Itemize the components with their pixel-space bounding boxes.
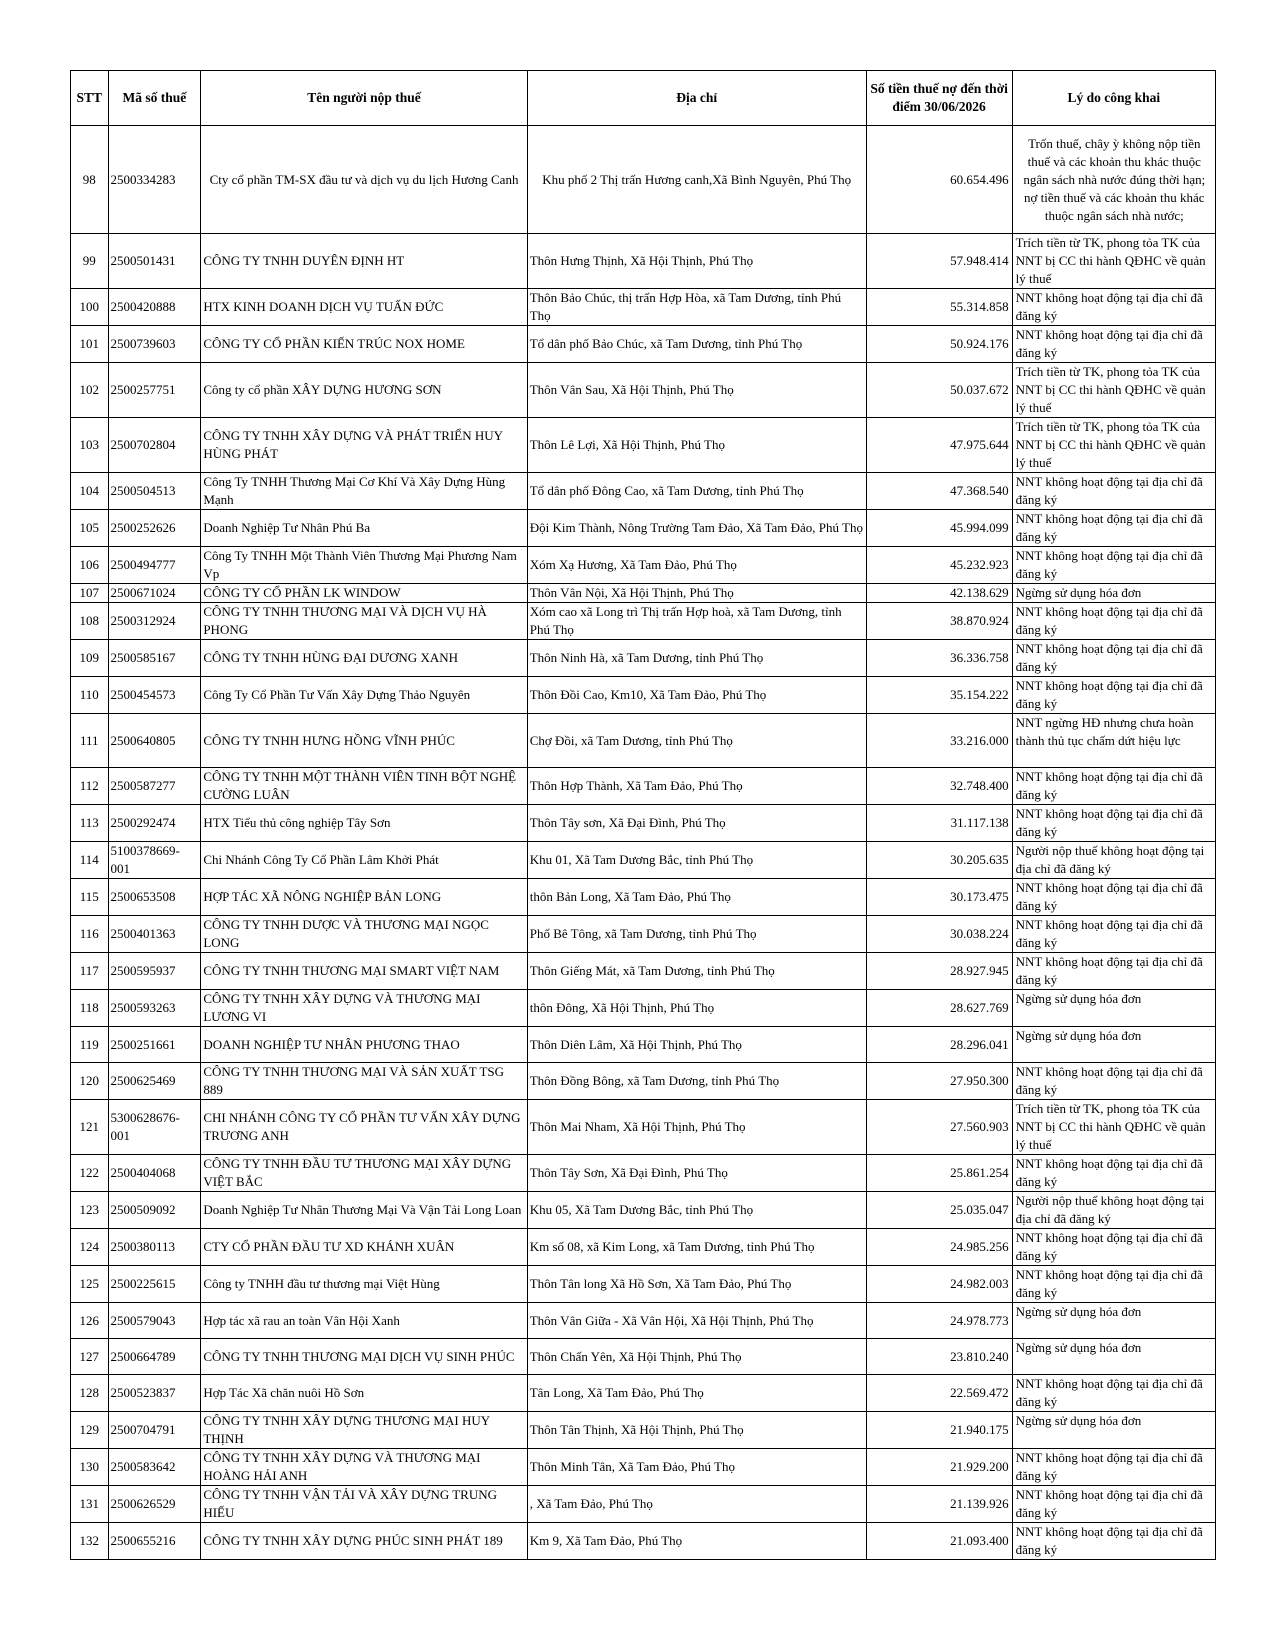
- row-tax-code: 2500252626: [108, 510, 201, 547]
- row-tax-debt-amount: 42.138.629: [866, 584, 1012, 603]
- header-taxpayer-name: Tên người nộp thuế: [201, 71, 527, 126]
- row-address: Thôn Diên Lâm, Xã Hội Thịnh, Phú Thọ: [527, 1027, 866, 1063]
- row-disclosure-reason: Ngừng sử dụng hóa đơn: [1012, 1412, 1215, 1449]
- table-row: [71, 1449, 1216, 1486]
- table-row: [71, 1412, 1216, 1449]
- row-tax-debt-amount: 30.205.635: [866, 842, 1012, 879]
- row-tax-debt-amount: 50.924.176: [866, 326, 1012, 363]
- row-disclosure-reason: NNT không hoạt động tại địa chỉ đã đăng ký: [1012, 603, 1215, 640]
- row-tax-code: 2500626529: [108, 1486, 201, 1523]
- row-taxpayer-name: CÔNG TY TNHH ĐẦU TƯ THƯƠNG MẠI XÂY DỰNG VIỆT BẮC: [201, 1155, 527, 1192]
- row-tax-debt-amount: 35.154.222: [866, 677, 1012, 714]
- row-address: Thôn Ninh Hà, xã Tam Dương, tỉnh Phú Thọ: [527, 640, 866, 677]
- row-stt: 104: [71, 473, 109, 510]
- row-stt: 119: [71, 1027, 109, 1063]
- row-tax-code: 2500292474: [108, 805, 201, 842]
- row-address: Thôn Lê Lợi, Xã Hội Thịnh, Phú Thọ: [527, 418, 866, 473]
- row-address: Km số 08, xã Kim Long, xã Tam Dương, tỉnh Phú Thọ: [527, 1229, 866, 1266]
- row-tax-code: 2500664789: [108, 1339, 201, 1375]
- row-address: Thôn Vân Nội, Xã Hội Thịnh, Phú Thọ: [527, 584, 866, 603]
- row-taxpayer-name: CTY CỔ PHẦN ĐẦU TƯ XD KHÁNH XUÂN: [201, 1229, 527, 1266]
- row-taxpayer-name: Cty cổ phần TM-SX đầu tư và dịch vụ du lịch Hương Canh: [201, 126, 527, 234]
- row-stt: 122: [71, 1155, 109, 1192]
- header-disclosure-reason: Lý do công khai: [1012, 71, 1215, 126]
- row-taxpayer-name: Doanh Nghiệp Tư Nhân Thương Mại Và Vận Tải Long Loan: [201, 1192, 527, 1229]
- table-row: [71, 842, 1216, 879]
- row-tax-debt-amount: 21.139.926: [866, 1486, 1012, 1523]
- row-tax-code: 2500334283: [108, 126, 201, 234]
- row-tax-debt-amount: 55.314.858: [866, 289, 1012, 326]
- row-tax-code: 2500595937: [108, 953, 201, 990]
- row-stt: 109: [71, 640, 109, 677]
- row-disclosure-reason: NNT ngừng HĐ nhưng chưa hoàn thành thủ tục chấm dứt hiệu lực: [1012, 714, 1215, 768]
- row-stt: 116: [71, 916, 109, 953]
- row-stt: 128: [71, 1375, 109, 1412]
- row-taxpayer-name: CHI NHÁNH CÔNG TY CỔ PHẦN TƯ VẤN XÂY DỰNG TRƯƠNG ANH: [201, 1100, 527, 1155]
- row-stt: 126: [71, 1303, 109, 1339]
- table-row: [71, 953, 1216, 990]
- row-disclosure-reason: NNT không hoạt động tại địa chỉ đã đăng ký: [1012, 805, 1215, 842]
- row-stt: 111: [71, 714, 109, 768]
- row-tax-code: 2500501431: [108, 234, 201, 289]
- row-address: Thôn Giếng Mát, xã Tam Dương, tỉnh Phú Thọ: [527, 953, 866, 990]
- row-address: Thôn Tân Thịnh, Xã Hội Thịnh, Phú Thọ: [527, 1412, 866, 1449]
- table-row: [71, 547, 1216, 584]
- row-tax-code: 2500702804: [108, 418, 201, 473]
- table-row: [71, 1229, 1216, 1266]
- row-tax-code: 2500251661: [108, 1027, 201, 1063]
- row-tax-code: 2500401363: [108, 916, 201, 953]
- row-stt: 107: [71, 584, 109, 603]
- table-row: [71, 1063, 1216, 1100]
- row-taxpayer-name: CÔNG TY TNHH HƯNG HỒNG VĨNH PHÚC: [201, 714, 527, 768]
- row-disclosure-reason: Người nộp thuế không hoạt động tại địa chỉ đã đăng ký: [1012, 1192, 1215, 1229]
- row-stt: 131: [71, 1486, 109, 1523]
- table-body: [71, 126, 1216, 1560]
- row-tax-code: 2500420888: [108, 289, 201, 326]
- row-stt: 101: [71, 326, 109, 363]
- row-disclosure-reason: NNT không hoạt động tại địa chỉ đã đăng ký: [1012, 1375, 1215, 1412]
- tax-debt-table: [70, 70, 1216, 1560]
- row-address: Thôn Bảo Chúc, thị trấn Hợp Hòa, xã Tam Dương, tỉnh Phú Thọ: [527, 289, 866, 326]
- row-tax-debt-amount: 45.232.923: [866, 547, 1012, 584]
- row-address: Thôn Đồng Bông, xã Tam Dương, tỉnh Phú Thọ: [527, 1063, 866, 1100]
- row-tax-debt-amount: 36.336.758: [866, 640, 1012, 677]
- row-taxpayer-name: CÔNG TY TNHH VẬN TẢI VÀ XÂY DỰNG TRUNG HIẾU: [201, 1486, 527, 1523]
- row-disclosure-reason: NNT không hoạt động tại địa chỉ đã đăng ký: [1012, 510, 1215, 547]
- row-address: , Xã Tam Đảo, Phú Thọ: [527, 1486, 866, 1523]
- table-row: [71, 1375, 1216, 1412]
- row-taxpayer-name: CÔNG TY TNHH THƯƠNG MẠI VÀ SẢN XUẤT TSG 889: [201, 1063, 527, 1100]
- row-tax-debt-amount: 23.810.240: [866, 1339, 1012, 1375]
- row-tax-debt-amount: 31.117.138: [866, 805, 1012, 842]
- row-disclosure-reason: NNT không hoạt động tại địa chỉ đã đăng ký: [1012, 473, 1215, 510]
- row-disclosure-reason: Người nộp thuế không hoạt động tại địa chỉ đã đăng ký: [1012, 842, 1215, 879]
- table-row: [71, 1266, 1216, 1303]
- row-disclosure-reason: NNT không hoạt động tại địa chỉ đã đăng ký: [1012, 768, 1215, 805]
- row-tax-code: 2500640805: [108, 714, 201, 768]
- row-address: Khu 01, Xã Tam Dương Bắc, tỉnh Phú Thọ: [527, 842, 866, 879]
- row-tax-code: 2500225615: [108, 1266, 201, 1303]
- row-taxpayer-name: Hợp Tác Xã chăn nuôi Hồ Sơn: [201, 1375, 527, 1412]
- row-tax-code: 2500587277: [108, 768, 201, 805]
- row-stt: 112: [71, 768, 109, 805]
- row-tax-debt-amount: 21.940.175: [866, 1412, 1012, 1449]
- table-row: [71, 1303, 1216, 1339]
- row-stt: 108: [71, 603, 109, 640]
- row-stt: 123: [71, 1192, 109, 1229]
- row-tax-debt-amount: 25.035.047: [866, 1192, 1012, 1229]
- row-tax-debt-amount: 47.975.644: [866, 418, 1012, 473]
- table-row: [71, 473, 1216, 510]
- row-taxpayer-name: CÔNG TY TNHH DUYÊN ĐỊNH HT: [201, 234, 527, 289]
- row-taxpayer-name: CÔNG TY CỔ PHẦN LK WINDOW: [201, 584, 527, 603]
- row-tax-debt-amount: 30.038.224: [866, 916, 1012, 953]
- row-taxpayer-name: CÔNG TY TNHH THƯƠNG MẠI SMART VIỆT NAM: [201, 953, 527, 990]
- row-tax-code: 2500653508: [108, 879, 201, 916]
- table-row: [71, 234, 1216, 289]
- row-taxpayer-name: CÔNG TY TNHH THƯƠNG MẠI VÀ DỊCH VỤ HÀ PHONG: [201, 603, 527, 640]
- table-row: [71, 326, 1216, 363]
- row-stt: 127: [71, 1339, 109, 1375]
- row-taxpayer-name: CÔNG TY TNHH XÂY DỰNG VÀ THƯƠNG MẠI LƯƠNG VI: [201, 990, 527, 1027]
- row-address: Tổ dân phố Đông Cao, xã Tam Dương, tỉnh Phú Thọ: [527, 473, 866, 510]
- row-tax-code: 2500579043: [108, 1303, 201, 1339]
- row-stt: 102: [71, 363, 109, 418]
- row-taxpayer-name: Chi Nhánh Công Ty Cổ Phần Lâm Khởi Phát: [201, 842, 527, 879]
- row-disclosure-reason: Trích tiền từ TK, phong tỏa TK của NNT bị CC thi hành QĐHC về quản lý thuế: [1012, 363, 1215, 418]
- table-row: [71, 510, 1216, 547]
- row-tax-code: 2500454573: [108, 677, 201, 714]
- table-row: [71, 677, 1216, 714]
- row-tax-debt-amount: 57.948.414: [866, 234, 1012, 289]
- table-row: [71, 603, 1216, 640]
- row-tax-debt-amount: 24.985.256: [866, 1229, 1012, 1266]
- table-row: [71, 1339, 1216, 1375]
- row-tax-debt-amount: 28.927.945: [866, 953, 1012, 990]
- row-stt: 100: [71, 289, 109, 326]
- row-tax-code: 2500257751: [108, 363, 201, 418]
- row-taxpayer-name: Công Ty TNHH Thương Mại Cơ Khí Và Xây Dựng Hùng Mạnh: [201, 473, 527, 510]
- row-taxpayer-name: Doanh Nghiệp Tư Nhân Phú Ba: [201, 510, 527, 547]
- row-taxpayer-name: Hợp tác xã rau an toàn Vân Hội Xanh: [201, 1303, 527, 1339]
- row-taxpayer-name: CÔNG TY TNHH THƯƠNG MẠI DỊCH VỤ SINH PHÚC: [201, 1339, 527, 1375]
- row-address: Đội Kim Thành, Nông Trường Tam Đảo, Xã Tam Đảo, Phú Thọ: [527, 510, 866, 547]
- row-tax-code: 2500593263: [108, 990, 201, 1027]
- row-stt: 103: [71, 418, 109, 473]
- row-taxpayer-name: CÔNG TY TNHH MỘT THÀNH VIÊN TINH BỘT NGHỆ CƯỜNG LUÂN: [201, 768, 527, 805]
- row-taxpayer-name: HTX Tiểu thủ công nghiệp Tây Sơn: [201, 805, 527, 842]
- row-taxpayer-name: CÔNG TY TNHH HÙNG ĐẠI DƯƠNG XANH: [201, 640, 527, 677]
- row-disclosure-reason: Ngừng sử dụng hóa đơn: [1012, 584, 1215, 603]
- row-address: Thôn Mai Nham, Xã Hội Thịnh, Phú Thọ: [527, 1100, 866, 1155]
- row-tax-debt-amount: 38.870.924: [866, 603, 1012, 640]
- row-disclosure-reason: NNT không hoạt động tại địa chỉ đã đăng ký: [1012, 1229, 1215, 1266]
- row-disclosure-reason: Ngừng sử dụng hóa đơn: [1012, 990, 1215, 1027]
- row-address: Khu 05, Xã Tam Dương Bắc, tỉnh Phú Thọ: [527, 1192, 866, 1229]
- row-disclosure-reason: Ngừng sử dụng hóa đơn: [1012, 1027, 1215, 1063]
- row-taxpayer-name: CÔNG TY TNHH DƯỢC VÀ THƯƠNG MẠI NGỌC LONG: [201, 916, 527, 953]
- row-stt: 99: [71, 234, 109, 289]
- row-taxpayer-name: CÔNG TY TNHH XÂY DỰNG VÀ PHÁT TRIỂN HUY HÙNG PHÁT: [201, 418, 527, 473]
- row-tax-code: 5100378669-001: [108, 842, 201, 879]
- table-row: [71, 289, 1216, 326]
- row-address: Khu phố 2 Thị trấn Hương canh,Xã Bình Nguyên, Phú Thọ: [527, 126, 866, 234]
- row-address: Xóm cao xã Long trì Thị trấn Hợp hoà, xã Tam Dương, tỉnh Phú Thọ: [527, 603, 866, 640]
- row-address: Km 9, Xã Tam Đảo, Phú Thọ: [527, 1523, 866, 1560]
- row-taxpayer-name: CÔNG TY TNHH XÂY DỰNG VÀ THƯƠNG MẠI HOÀNG HẢI ANH: [201, 1449, 527, 1486]
- row-tax-debt-amount: 24.982.003: [866, 1266, 1012, 1303]
- row-tax-debt-amount: 50.037.672: [866, 363, 1012, 418]
- table-row: [71, 584, 1216, 603]
- row-stt: 114: [71, 842, 109, 879]
- row-disclosure-reason: NNT không hoạt động tại địa chỉ đã đăng ký: [1012, 547, 1215, 584]
- row-tax-debt-amount: 27.560.903: [866, 1100, 1012, 1155]
- row-tax-debt-amount: 45.994.099: [866, 510, 1012, 547]
- row-taxpayer-name: HỢP TÁC XÃ NÔNG NGHIỆP BẢN LONG: [201, 879, 527, 916]
- row-disclosure-reason: Ngừng sử dụng hóa đơn: [1012, 1339, 1215, 1375]
- header-tax-debt-amount: Số tiền thuế nợ đến thời điểm 30/06/2026: [866, 71, 1012, 126]
- table-row: [71, 1523, 1216, 1560]
- row-tax-debt-amount: 33.216.000: [866, 714, 1012, 768]
- row-tax-code: 2500655216: [108, 1523, 201, 1560]
- row-disclosure-reason: NNT không hoạt động tại địa chỉ đã đăng ký: [1012, 326, 1215, 363]
- row-tax-debt-amount: 28.627.769: [866, 990, 1012, 1027]
- row-stt: 132: [71, 1523, 109, 1560]
- row-tax-code: 2500704791: [108, 1412, 201, 1449]
- row-disclosure-reason: NNT không hoạt động tại địa chỉ đã đăng ký: [1012, 1266, 1215, 1303]
- table-row: [71, 1100, 1216, 1155]
- table-header-row: [71, 71, 1216, 126]
- row-stt: 118: [71, 990, 109, 1027]
- row-stt: 125: [71, 1266, 109, 1303]
- row-disclosure-reason: Trích tiền từ TK, phong tỏa TK của NNT bị CC thi hành QĐHC về quản lý thuế: [1012, 1100, 1215, 1155]
- row-stt: 106: [71, 547, 109, 584]
- row-tax-debt-amount: 30.173.475: [866, 879, 1012, 916]
- row-address: Thôn Tân long Xã Hồ Sơn, Xã Tam Đảo, Phú Thọ: [527, 1266, 866, 1303]
- header-address: Địa chỉ: [527, 71, 866, 126]
- row-tax-debt-amount: 60.654.496: [866, 126, 1012, 234]
- row-tax-code: 2500625469: [108, 1063, 201, 1100]
- row-tax-code: 2500523837: [108, 1375, 201, 1412]
- row-taxpayer-name: Công Ty Cổ Phần Tư Vấn Xây Dựng Thảo Nguyên: [201, 677, 527, 714]
- row-taxpayer-name: CÔNG TY TNHH XÂY DỰNG THƯƠNG MẠI HUY THỊNH: [201, 1412, 527, 1449]
- table-row: [71, 768, 1216, 805]
- row-taxpayer-name: HTX KINH DOANH DỊCH VỤ TUẤN ĐỨC: [201, 289, 527, 326]
- row-address: Thôn Hưng Thịnh, Xã Hội Thịnh, Phú Thọ: [527, 234, 866, 289]
- row-taxpayer-name: Công ty cổ phần XÂY DỰNG HƯƠNG SƠN: [201, 363, 527, 418]
- row-tax-code: 2500312924: [108, 603, 201, 640]
- row-disclosure-reason: NNT không hoạt động tại địa chỉ đã đăng ký: [1012, 953, 1215, 990]
- row-address: thôn Đông, Xã Hội Thịnh, Phú Thọ: [527, 990, 866, 1027]
- row-disclosure-reason: NNT không hoạt động tại địa chỉ đã đăng ký: [1012, 916, 1215, 953]
- row-disclosure-reason: NNT không hoạt động tại địa chỉ đã đăng ký: [1012, 1155, 1215, 1192]
- row-taxpayer-name: CÔNG TY TNHH XÂY DỰNG PHÚC SINH PHÁT 189: [201, 1523, 527, 1560]
- row-tax-code: 2500504513: [108, 473, 201, 510]
- row-address: Xóm Xạ Hương, Xã Tam Đảo, Phú Thọ: [527, 547, 866, 584]
- row-stt: 124: [71, 1229, 109, 1266]
- row-address: Tổ dân phố Bảo Chúc, xã Tam Dương, tỉnh Phú Thọ: [527, 326, 866, 363]
- row-address: Thôn Tây sơn, Xã Đại Đình, Phú Thọ: [527, 805, 866, 842]
- row-stt: 117: [71, 953, 109, 990]
- row-tax-code: 2500509092: [108, 1192, 201, 1229]
- header-stt: STT: [71, 71, 109, 126]
- row-stt: 121: [71, 1100, 109, 1155]
- row-stt: 129: [71, 1412, 109, 1449]
- row-disclosure-reason: Trích tiền từ TK, phong tỏa TK của NNT bị CC thi hành QĐHC về quản lý thuế: [1012, 234, 1215, 289]
- table-row: [71, 990, 1216, 1027]
- table-row: [71, 1486, 1216, 1523]
- row-address: Thôn Đồi Cao, Km10, Xã Tam Đảo, Phú Thọ: [527, 677, 866, 714]
- row-disclosure-reason: NNT không hoạt động tại địa chỉ đã đăng ký: [1012, 1449, 1215, 1486]
- table-row: [71, 363, 1216, 418]
- row-tax-debt-amount: 47.368.540: [866, 473, 1012, 510]
- row-address: Thôn Tây Sơn, Xã Đại Đình, Phú Thọ: [527, 1155, 866, 1192]
- row-tax-code: 2500583642: [108, 1449, 201, 1486]
- row-stt: 120: [71, 1063, 109, 1100]
- row-address: Chợ Đồi, xã Tam Dương, tỉnh Phú Thọ: [527, 714, 866, 768]
- row-disclosure-reason: NNT không hoạt động tại địa chỉ đã đăng ký: [1012, 879, 1215, 916]
- row-address: Phố Bê Tông, xã Tam Dương, tỉnh Phú Thọ: [527, 916, 866, 953]
- row-disclosure-reason: NNT không hoạt động tại địa chỉ đã đăng ký: [1012, 1523, 1215, 1560]
- row-stt: 110: [71, 677, 109, 714]
- row-address: Thôn Hợp Thành, Xã Tam Đảo, Phú Thọ: [527, 768, 866, 805]
- table-row: [71, 879, 1216, 916]
- row-stt: 115: [71, 879, 109, 916]
- row-tax-code: 2500671024: [108, 584, 201, 603]
- header-tax-code: Mã số thuế: [108, 71, 201, 126]
- table-row: [71, 714, 1216, 768]
- table-row: [71, 916, 1216, 953]
- table-row: [71, 418, 1216, 473]
- row-tax-code: 5300628676-001: [108, 1100, 201, 1155]
- row-stt: 98: [71, 126, 109, 234]
- row-address: Tân Long, Xã Tam Đảo, Phú Thọ: [527, 1375, 866, 1412]
- row-taxpayer-name: CÔNG TY CỔ PHẦN KIẾN TRÚC NOX HOME: [201, 326, 527, 363]
- row-tax-code: 2500404068: [108, 1155, 201, 1192]
- row-tax-debt-amount: 21.093.400: [866, 1523, 1012, 1560]
- row-stt: 105: [71, 510, 109, 547]
- row-disclosure-reason: NNT không hoạt động tại địa chỉ đã đăng ký: [1012, 1486, 1215, 1523]
- row-address: Thôn Chấn Yên, Xã Hội Thịnh, Phú Thọ: [527, 1339, 866, 1375]
- table-row: [71, 126, 1216, 234]
- row-disclosure-reason: Trích tiền từ TK, phong tỏa TK của NNT bị CC thi hành QĐHC về quản lý thuế: [1012, 418, 1215, 473]
- row-disclosure-reason: Trốn thuế, chây ỳ không nộp tiền thuế và các khoản thu khác thuộc ngân sách nhà nước đúng thời hạn; nợ tiền thuế và các khoản thu khác thuộc ngân sách nhà nước;: [1012, 126, 1215, 234]
- table-row: [71, 1192, 1216, 1229]
- row-taxpayer-name: Công Ty TNHH Một Thành Viên Thương Mại Phương Nam Vp: [201, 547, 527, 584]
- row-tax-code: 2500739603: [108, 326, 201, 363]
- row-address: Thôn Vân Giữa - Xã Vân Hội, Xã Hội Thịnh, Phú Thọ: [527, 1303, 866, 1339]
- row-tax-code: 2500585167: [108, 640, 201, 677]
- row-tax-debt-amount: 28.296.041: [866, 1027, 1012, 1063]
- row-disclosure-reason: NNT không hoạt động tại địa chỉ đã đăng ký: [1012, 1063, 1215, 1100]
- table-row: [71, 640, 1216, 677]
- row-tax-debt-amount: 27.950.300: [866, 1063, 1012, 1100]
- row-tax-debt-amount: 25.861.254: [866, 1155, 1012, 1192]
- table-row: [71, 1027, 1216, 1063]
- row-disclosure-reason: NNT không hoạt động tại địa chỉ đã đăng ký: [1012, 677, 1215, 714]
- row-disclosure-reason: Ngừng sử dụng hóa đơn: [1012, 1303, 1215, 1339]
- row-taxpayer-name: Công ty TNHH đầu tư thương mại Việt Hùng: [201, 1266, 527, 1303]
- row-address: Thôn Vân Sau, Xã Hội Thịnh, Phú Thọ: [527, 363, 866, 418]
- row-tax-code: 2500494777: [108, 547, 201, 584]
- row-stt: 130: [71, 1449, 109, 1486]
- row-tax-debt-amount: 32.748.400: [866, 768, 1012, 805]
- row-address: thôn Bản Long, Xã Tam Đảo, Phú Thọ: [527, 879, 866, 916]
- row-disclosure-reason: NNT không hoạt động tại địa chỉ đã đăng ký: [1012, 289, 1215, 326]
- row-disclosure-reason: NNT không hoạt động tại địa chỉ đã đăng ký: [1012, 640, 1215, 677]
- row-tax-code: 2500380113: [108, 1229, 201, 1266]
- row-taxpayer-name: DOANH NGHIỆP TƯ NHÂN PHƯƠNG THAO: [201, 1027, 527, 1063]
- table-row: [71, 805, 1216, 842]
- row-tax-debt-amount: 21.929.200: [866, 1449, 1012, 1486]
- row-stt: 113: [71, 805, 109, 842]
- row-tax-debt-amount: 22.569.472: [866, 1375, 1012, 1412]
- row-tax-debt-amount: 24.978.773: [866, 1303, 1012, 1339]
- table-row: [71, 1155, 1216, 1192]
- row-address: Thôn Minh Tân, Xã Tam Đảo, Phú Thọ: [527, 1449, 866, 1486]
